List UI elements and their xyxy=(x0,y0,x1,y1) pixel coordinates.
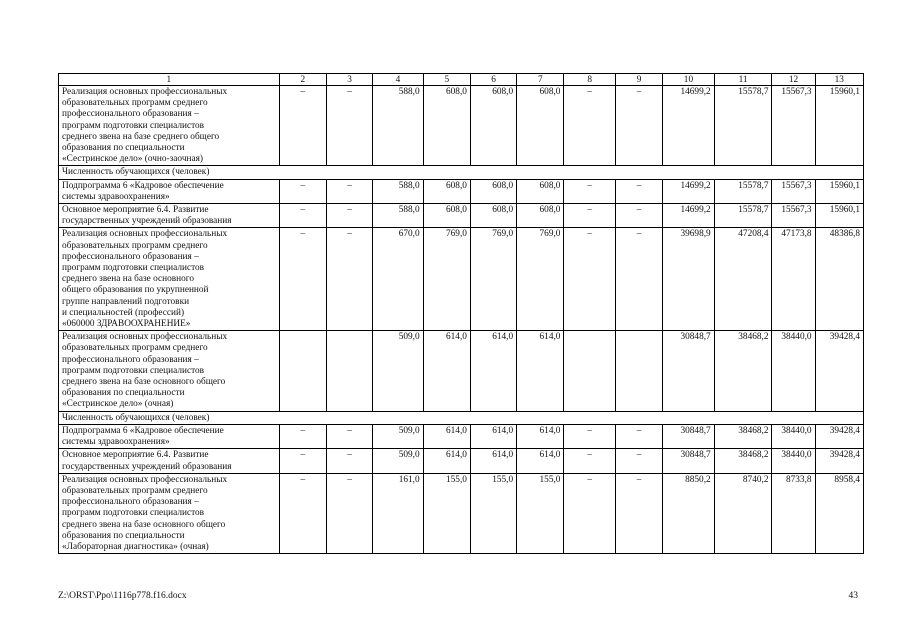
table-cell: 614,0 xyxy=(470,449,516,473)
table-cell: 38440,0 xyxy=(772,449,815,473)
table-cell: 8850,2 xyxy=(663,473,714,553)
column-header: 3 xyxy=(326,74,372,86)
table-cell: 15578,7 xyxy=(714,179,772,203)
table-cell: 15960,1 xyxy=(815,86,863,166)
table-cell: 38440,0 xyxy=(772,331,815,411)
table-cell: 608,0 xyxy=(423,179,470,203)
table-cell: 14699,2 xyxy=(663,204,714,228)
table-cell: – xyxy=(326,424,372,448)
table-cell: – xyxy=(564,86,615,166)
table-cell: 15960,1 xyxy=(815,179,863,203)
table-cell: – xyxy=(279,204,326,228)
table-cell: 588,0 xyxy=(373,179,423,203)
table-cell: 48386,8 xyxy=(815,228,863,331)
table-cell: – xyxy=(326,204,372,228)
table-cell: – xyxy=(279,473,326,553)
table-cell: – xyxy=(326,86,372,166)
row-label: Подпрограмма 6 «Кадровое обеспечение системы здравоохранения» xyxy=(59,424,280,448)
table-cell: 588,0 xyxy=(373,204,423,228)
table-cell: 14699,2 xyxy=(663,179,714,203)
table-cell: 30848,7 xyxy=(663,331,714,411)
table-cell: 670,0 xyxy=(373,228,423,331)
column-header: 7 xyxy=(517,74,564,86)
column-header: 12 xyxy=(772,74,815,86)
table-cell: 38440,0 xyxy=(772,424,815,448)
table-cell: 769,0 xyxy=(470,228,516,331)
table-body xyxy=(59,74,864,554)
table-cell: 39698,9 xyxy=(663,228,714,331)
table-cell xyxy=(279,331,326,411)
table-cell: 15578,7 xyxy=(714,86,772,166)
column-header: 1 xyxy=(59,74,280,86)
table-cell: 15578,7 xyxy=(714,204,772,228)
table-cell: 30848,7 xyxy=(663,449,714,473)
table-cell: 39428,4 xyxy=(815,449,863,473)
section-row xyxy=(59,411,864,424)
footer-file-path: Z:\ORST\Ppo\1116p778.f16.docx xyxy=(58,591,187,601)
table-row xyxy=(59,204,864,228)
table-row xyxy=(59,228,864,331)
column-header: 11 xyxy=(714,74,772,86)
table-cell: 608,0 xyxy=(517,204,564,228)
table-cell: 47173,8 xyxy=(772,228,815,331)
row-label: Реализация основных профессиональных образовательных программ среднего профессионального образования – программ подготовки специалистов среднего звена на базе основного общего образования по специальности «Лабораторная диагностика» (очная) xyxy=(59,473,280,553)
table-cell: 30848,7 xyxy=(663,424,714,448)
table-cell: – xyxy=(326,179,372,203)
table-cell: 608,0 xyxy=(470,204,516,228)
table-cell: 39428,4 xyxy=(815,424,863,448)
table-row xyxy=(59,473,864,553)
table-cell: 614,0 xyxy=(470,424,516,448)
table-cell: 509,0 xyxy=(373,449,423,473)
table-cell: 38468,2 xyxy=(714,424,772,448)
column-header: 8 xyxy=(564,74,615,86)
table-cell: 161,0 xyxy=(373,473,423,553)
table-cell: 608,0 xyxy=(470,86,516,166)
table-cell: 14699,2 xyxy=(663,86,714,166)
row-label: Подпрограмма 6 «Кадровое обеспечение системы здравоохранения» xyxy=(59,179,280,203)
column-header: 6 xyxy=(470,74,516,86)
table-cell: 608,0 xyxy=(423,86,470,166)
table-cell: 8740,2 xyxy=(714,473,772,553)
table-cell: 614,0 xyxy=(470,331,516,411)
column-header: 13 xyxy=(815,74,863,86)
table-cell: 155,0 xyxy=(423,473,470,553)
table-cell: – xyxy=(279,228,326,331)
table-cell: 614,0 xyxy=(517,424,564,448)
table-cell: – xyxy=(564,449,615,473)
table-cell: – xyxy=(564,473,615,553)
row-label: Реализация основных профессиональных образовательных программ среднего профессионального образования – программ подготовки специалистов среднего звена на базе среднего общего образования по специальности «Сестринское дело» (очно-заочная) xyxy=(59,86,280,166)
table-row xyxy=(59,449,864,473)
table-cell: 155,0 xyxy=(470,473,516,553)
table-cell: – xyxy=(564,424,615,448)
section-label: Численность обучающихся (человек) xyxy=(59,411,864,424)
table-cell: 39428,4 xyxy=(815,331,863,411)
table-cell: 608,0 xyxy=(470,179,516,203)
table-cell: – xyxy=(326,228,372,331)
table-row xyxy=(59,179,864,203)
table-cell: – xyxy=(615,473,662,553)
table-cell xyxy=(564,331,615,411)
table-row xyxy=(59,424,864,448)
table-cell: – xyxy=(615,86,662,166)
table-cell: 15960,1 xyxy=(815,204,863,228)
budget-table xyxy=(58,73,864,554)
table-cell: – xyxy=(279,86,326,166)
table-cell: 614,0 xyxy=(517,449,564,473)
table-cell: – xyxy=(615,449,662,473)
header-row xyxy=(59,74,864,86)
table-cell xyxy=(615,331,662,411)
table-cell: 614,0 xyxy=(517,331,564,411)
footer-page-number: 43 xyxy=(848,591,858,601)
table-cell: – xyxy=(564,179,615,203)
table-cell: – xyxy=(279,179,326,203)
table-cell: 769,0 xyxy=(517,228,564,331)
table-cell: – xyxy=(564,228,615,331)
table-row xyxy=(59,86,864,166)
table-cell: 608,0 xyxy=(517,86,564,166)
row-label: Основное мероприятие 6.4. Развитие государственных учреждений образования xyxy=(59,204,280,228)
table-cell: – xyxy=(615,424,662,448)
table-cell: 614,0 xyxy=(423,331,470,411)
table-cell: 509,0 xyxy=(373,331,423,411)
table-row xyxy=(59,331,864,411)
column-header: 9 xyxy=(615,74,662,86)
table-cell: – xyxy=(615,179,662,203)
table-cell: 8733,8 xyxy=(772,473,815,553)
table-cell xyxy=(326,331,372,411)
section-row xyxy=(59,166,864,179)
section-label: Численность обучающихся (человек) xyxy=(59,166,864,179)
column-header: 4 xyxy=(373,74,423,86)
table-cell: 15567,3 xyxy=(772,179,815,203)
table-cell: 155,0 xyxy=(517,473,564,553)
table-cell: 608,0 xyxy=(423,204,470,228)
table-cell: – xyxy=(615,228,662,331)
table-cell: 588,0 xyxy=(373,86,423,166)
table-cell: – xyxy=(564,204,615,228)
column-header: 10 xyxy=(663,74,714,86)
table-cell: 769,0 xyxy=(423,228,470,331)
table-cell: – xyxy=(326,449,372,473)
table-cell: 38468,2 xyxy=(714,449,772,473)
table-cell: 15567,3 xyxy=(772,204,815,228)
table-cell: – xyxy=(326,473,372,553)
row-label: Реализация основных профессиональных образовательных программ среднего профессионального образования – программ подготовки специалистов среднего звена на базе основного общего образования по укрупненной группе направлений подготовки и специальностей (профессий) «060000 ЗДРАВООХРАНЕНИЕ» xyxy=(59,228,280,331)
row-label: Реализация основных профессиональных образовательных программ среднего профессионального образования – программ подготовки специалистов среднего звена на базе основного общего образования по специальности «Сестринское дело» (очная) xyxy=(59,331,280,411)
table-cell: 15567,3 xyxy=(772,86,815,166)
column-header: 2 xyxy=(279,74,326,86)
row-label: Основное мероприятие 6.4. Развитие государственных учреждений образования xyxy=(59,449,280,473)
table-cell: 8958,4 xyxy=(815,473,863,553)
table-cell: – xyxy=(615,204,662,228)
table-cell: – xyxy=(279,424,326,448)
table-cell: 608,0 xyxy=(517,179,564,203)
table-cell: – xyxy=(279,449,326,473)
column-header: 5 xyxy=(423,74,470,86)
table-cell: 509,0 xyxy=(373,424,423,448)
table-cell: 614,0 xyxy=(423,449,470,473)
table-cell: 614,0 xyxy=(423,424,470,448)
table-cell: 47208,4 xyxy=(714,228,772,331)
table-cell: 38468,2 xyxy=(714,331,772,411)
